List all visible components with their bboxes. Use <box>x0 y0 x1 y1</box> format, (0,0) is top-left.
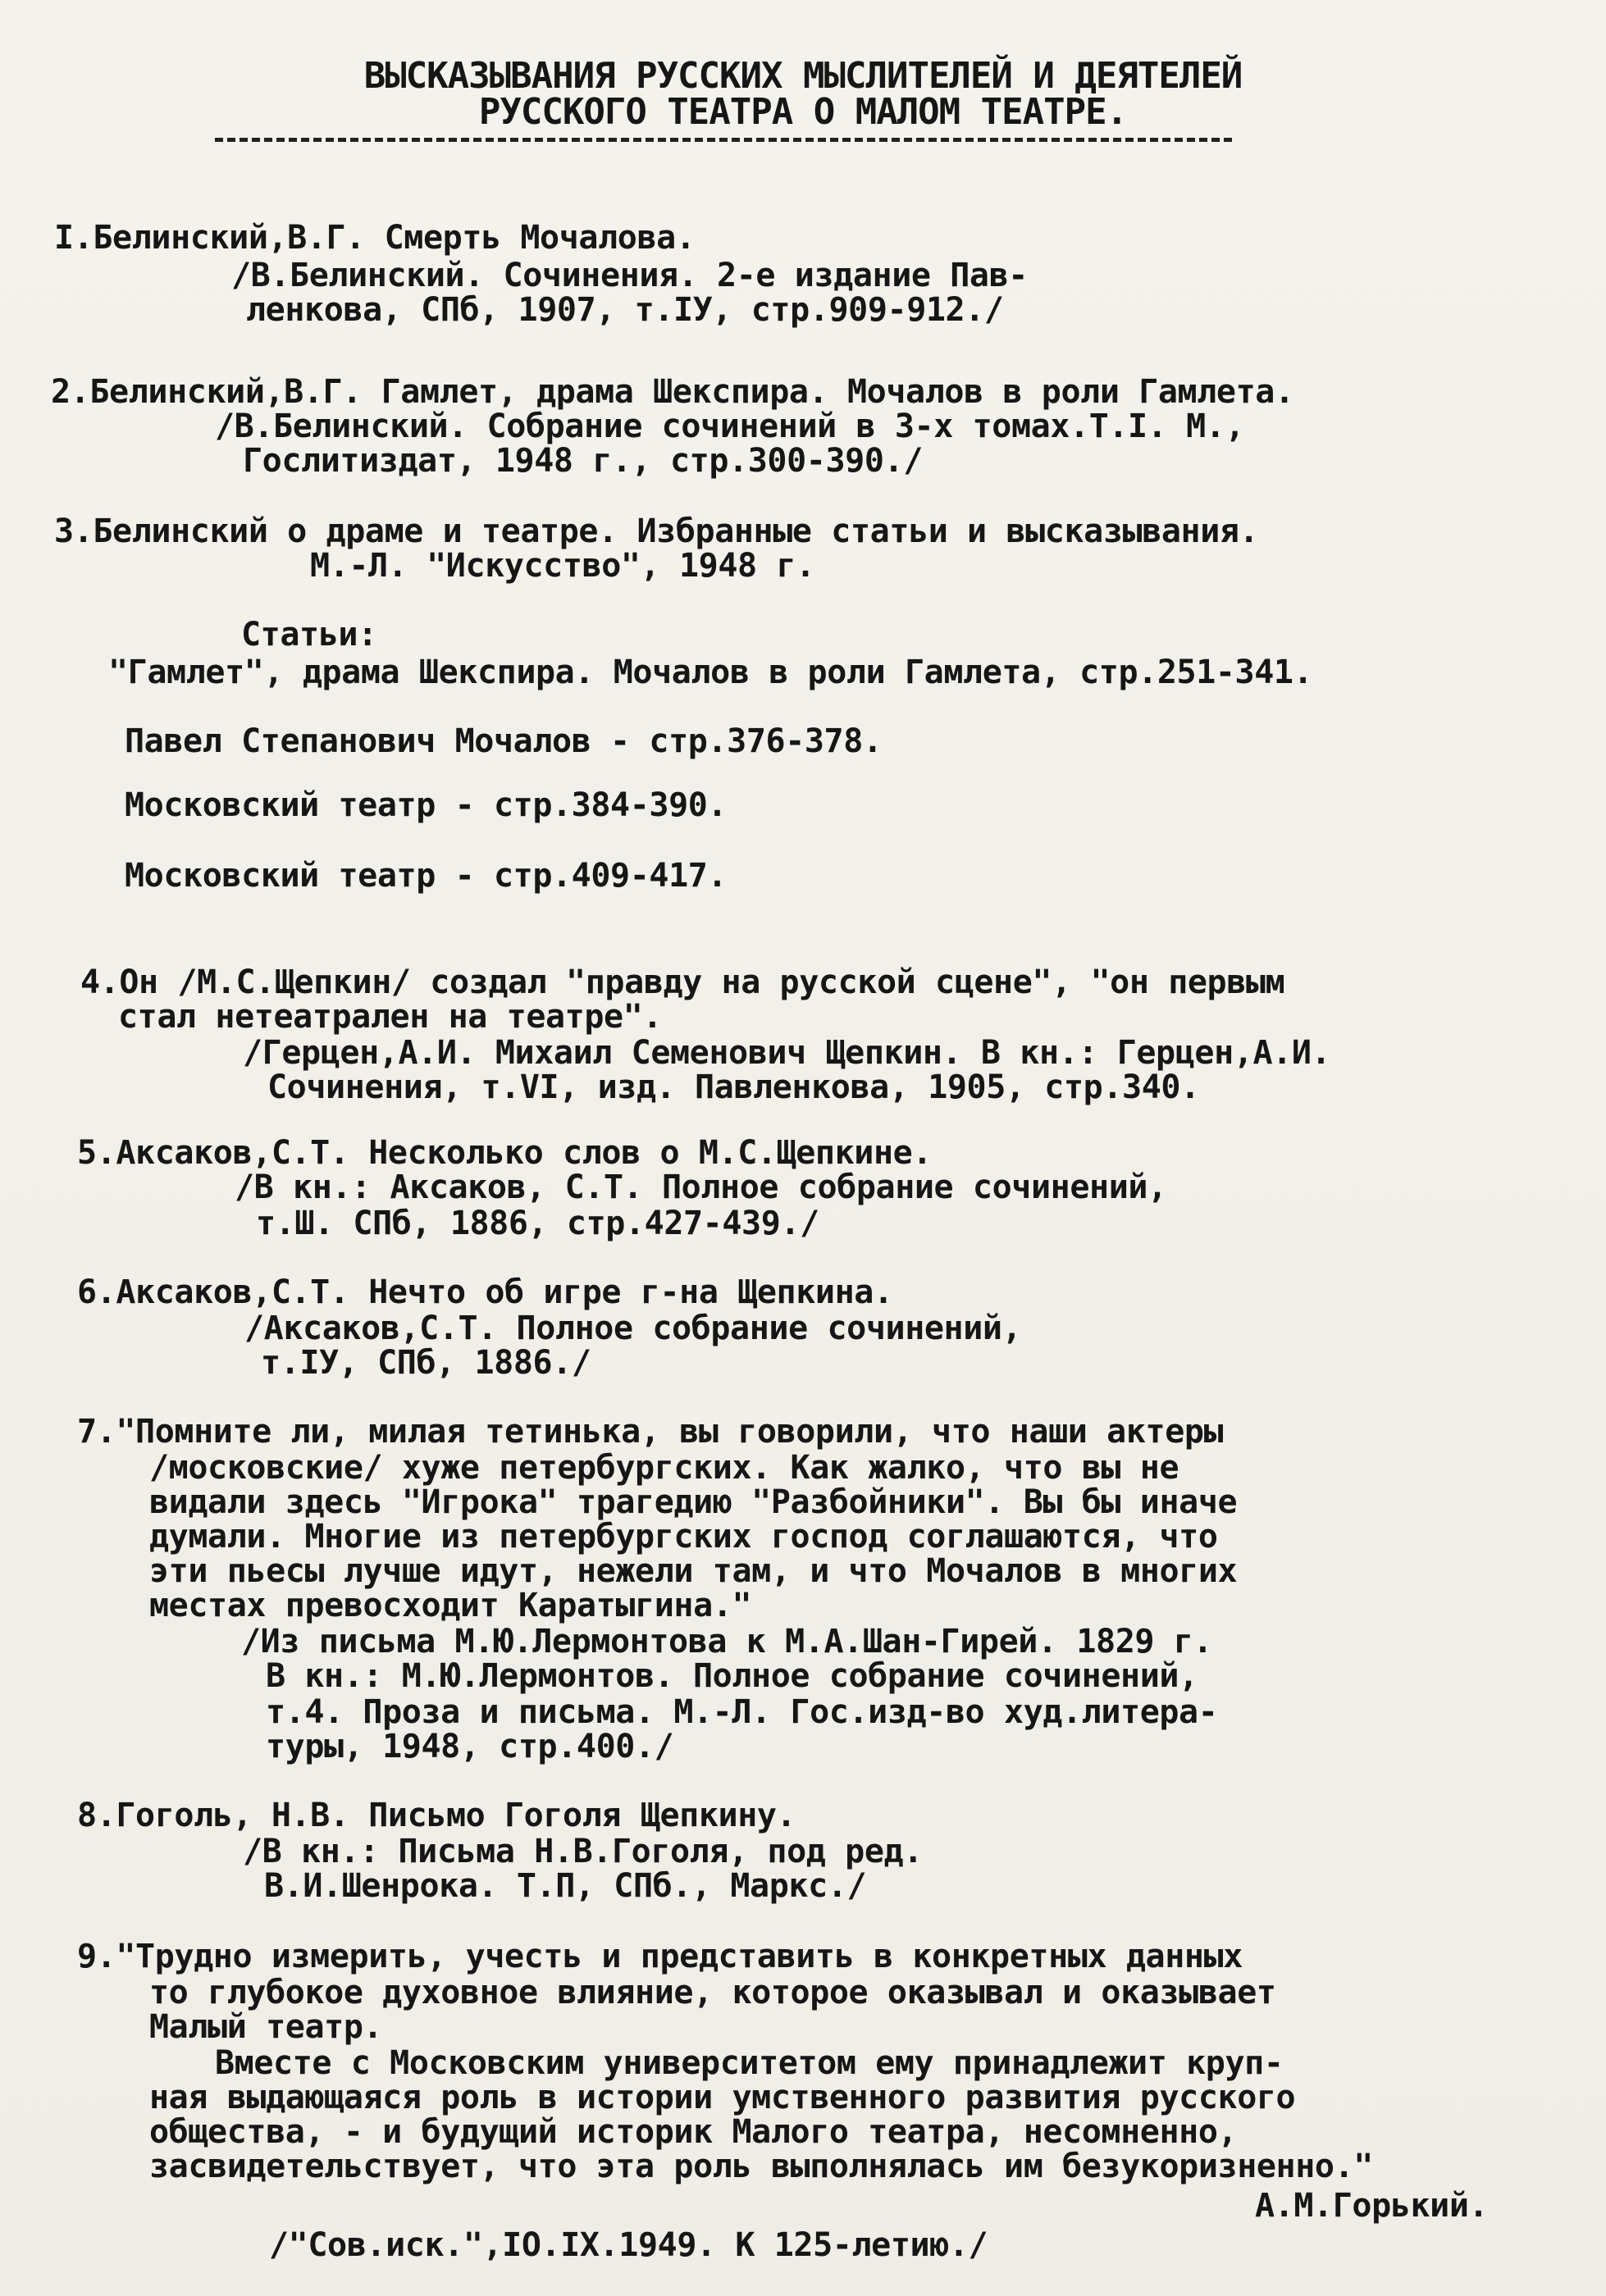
entry-8-citation: /В кн.: Письма Н.В.Гоголя, под ред. <box>243 1833 923 1870</box>
entry-4-citation: Сочинения, т.VI, изд. Павленкова, 1905, стр.340. <box>267 1068 1200 1106</box>
entry-9-source: /"Сов.иск.",IO.IX.1949. К 125-летию./ <box>269 2226 988 2264</box>
entry-4-quote: 4.Он /М.С.Щепкин/ создал "правду на русской сцене", "он первым <box>80 963 1285 1001</box>
entry-9-quote: Малый театр. <box>149 2008 383 2046</box>
entry-1-heading: I.Белинский,В.Г. Смерть Мочалова. <box>54 219 696 257</box>
entry-7-quote: эти пьесы лучше идут, нежели там, и что Мочалов в многих <box>149 1552 1238 1590</box>
entry-7-quote: думали. Многие из петербургских господ соглашаются, что <box>149 1518 1218 1556</box>
entry-3-article: Московский театр - стр.384-390. <box>125 786 728 824</box>
entry-3-article: Павел Степанович Мочалов - стр.376-378. <box>125 722 883 760</box>
entry-1-citation: ленкова, СПб, 1907, т.IУ, стр.909-912./ <box>246 291 1004 329</box>
entry-6-heading: 6.Аксаков,С.Т. Нечто об игре г-на Щепкина. <box>77 1273 893 1311</box>
entry-2-heading: 2.Белинский,В.Г. Гамлет, драма Шекспира. Мочалов в роли Гамлета. <box>51 373 1294 411</box>
entry-3-heading: 3.Белинский о драме и театре. Избранные статьи и высказывания. <box>54 512 1259 550</box>
entry-8-heading: 8.Гоголь, Н.В. Письмо Гоголя Щепкину. <box>77 1797 796 1834</box>
entry-5-citation: /В кн.: Аксаков, С.Т. Полное собрание сочинений, <box>235 1168 1167 1206</box>
entry-3-publisher: М.-Л. "Искусство", 1948 г. <box>310 547 815 585</box>
document-title-line-1: ВЫСКАЗЫВАНИЯ РУССКИХ МЫСЛИТЕЛЕЙ И ДЕЯТЕЛЕЙ <box>363 55 1243 97</box>
entry-3-articles-label: Статьи: <box>241 616 377 654</box>
entry-7-quote: /московские/ хуже петербургских. Как жалко, что вы не <box>149 1449 1179 1487</box>
entry-9-quote: ная выдающаяся роль в истории умственного развития русского <box>149 2079 1296 2116</box>
entry-9-quote: засвидетельствует, что эта роль выполнялась им безукоризненно." <box>149 2148 1373 2185</box>
entry-9-quote: то глубокое духовное влияние, которое оказывал и оказывает <box>149 1974 1276 2011</box>
entry-7-quote: местах превосходит Каратыгина." <box>149 1587 752 1624</box>
entry-9-quote: 9."Трудно измерить, учесть и представить в конкретных данных <box>77 1938 1243 1975</box>
entry-2-citation: Гослитиздат, 1948 г., стр.300-390./ <box>243 442 923 480</box>
entry-8-citation: В.И.Шенрока. Т.П, СПб., Маркс./ <box>264 1867 867 1905</box>
entry-1-citation: /В.Белинский. Сочинения. 2-е издание Пав- <box>231 257 1028 294</box>
entry-6-citation: /Аксаков,С.Т. Полное собрание сочинений, <box>244 1310 1022 1347</box>
entry-9-author: А.М.Горький. <box>1255 2187 1489 2225</box>
entry-7-citation: /Из письма М.Ю.Лермонтова к М.А.Шан-Гирей. 1829 г. <box>241 1623 1213 1660</box>
entry-2-citation: /В.Белинский. Собрание сочинений в 3-х томах.Т.I. М., <box>215 408 1245 445</box>
entry-7-citation: В кн.: М.Ю.Лермонтов. Полное собрание сочинений, <box>266 1657 1198 1695</box>
entry-7-quote: видали здесь "Игрока" трагедию "Разбойники". Вы бы иначе <box>149 1483 1238 1521</box>
entry-3-article: Московский театр - стр.409-417. <box>125 857 728 895</box>
entry-5-citation: т.Ш. СПб, 1886, стр.427-439./ <box>256 1205 819 1242</box>
entry-9-quote: общества, - и будущий историк Малого театра, несомненно, <box>149 2113 1238 2151</box>
entry-7-quote: 7."Помните ли, милая тетинька, вы говорили, что наши актеры <box>77 1413 1224 1451</box>
entry-5-heading: 5.Аксаков,С.Т. Несколько слов о М.С.Щепкине. <box>77 1134 933 1172</box>
entry-4-citation: /Герцен,А.И. Михаил Семенович Щепкин. В кн.: Герцен,А.И. <box>243 1034 1331 1072</box>
title-underline <box>215 138 1232 142</box>
entry-6-citation: т.IУ, СПб, 1886./ <box>261 1344 591 1382</box>
entry-3-article: "Гамлет", драма Шекспира. Мочалов в роли Гамлета, стр.251-341. <box>108 654 1313 691</box>
entry-7-citation: т.4. Проза и письма. М.-Л. Гос.изд-во худ.литера- <box>266 1693 1218 1731</box>
entry-9-quote: Вместе с Московским университетом ему принадлежит круп- <box>215 2044 1284 2082</box>
document-title-line-2: РУССКОГО ТЕАТРА О МАЛОМ ТЕАТРЕ. <box>478 91 1128 133</box>
entry-7-citation: туры, 1948, стр.400./ <box>266 1728 674 1765</box>
entry-4-quote: стал нетеатрален на театре". <box>118 998 663 1036</box>
